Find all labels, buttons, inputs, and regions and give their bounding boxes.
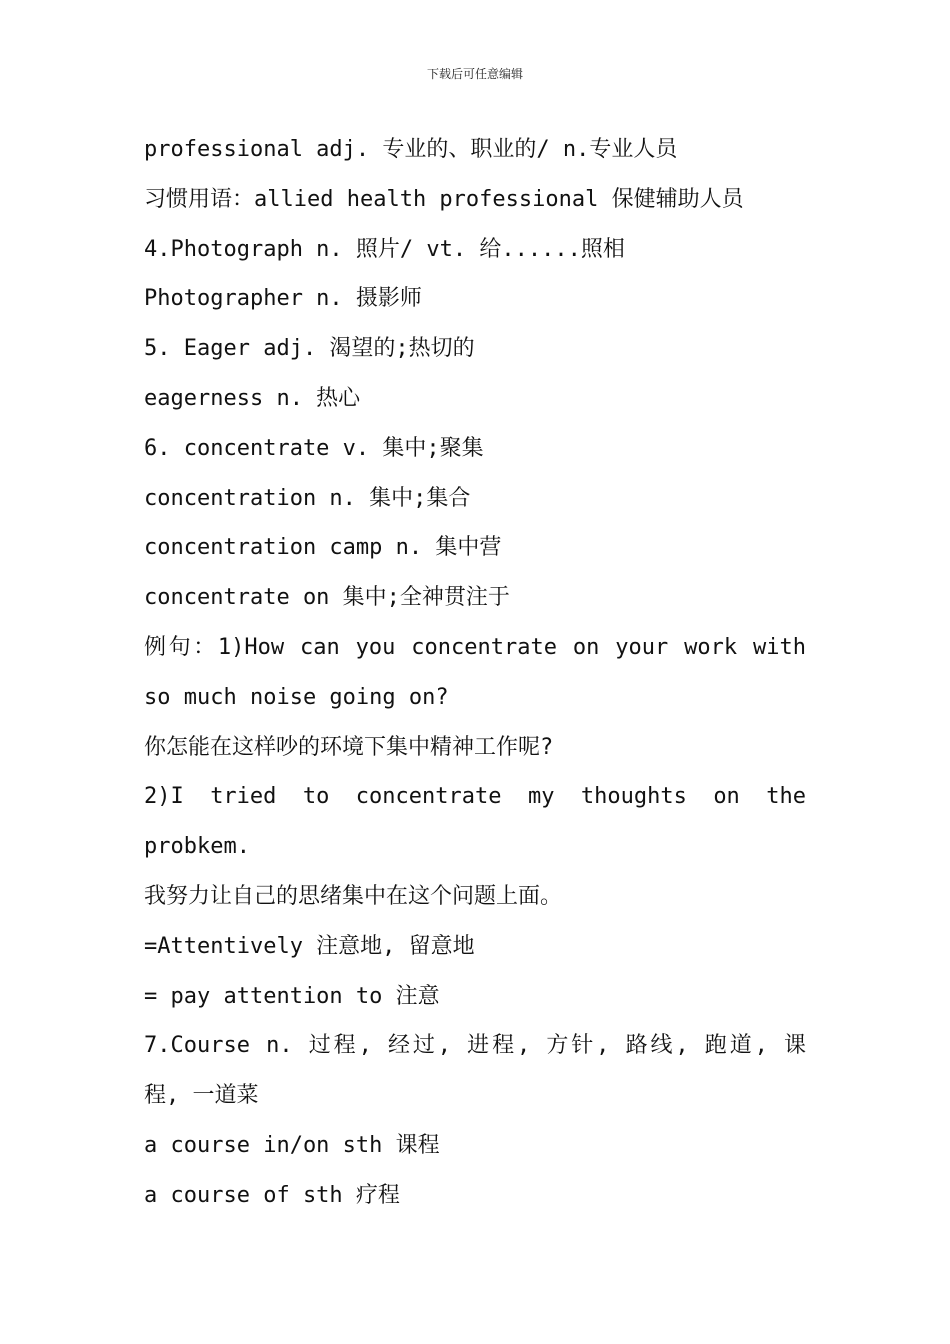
text-line: a course in/on sth 课程	[144, 1132, 440, 1158]
text-line: probkem.	[144, 834, 250, 860]
text-line: 5. Eager adj. 渴望的;热切的	[144, 336, 475, 362]
text-line: concentration camp n. 集中营	[144, 535, 502, 561]
text-line: 程, 一道菜	[144, 1083, 259, 1109]
text-line: =Attentively 注意地, 留意地	[144, 933, 475, 959]
text-line: eagerness n. 热心	[144, 385, 361, 411]
text-line: 习惯用语：allied health professional 保健辅助人员	[144, 186, 744, 212]
text-line: 例句：1)How can you concentrate on your work with	[144, 634, 806, 660]
text-line: 2)I tried to concentrate my thoughts on the	[144, 784, 806, 810]
text-line: = pay attention to 注意	[144, 983, 440, 1009]
text-line: 我努力让自己的思绪集中在这个问题上面。	[144, 883, 563, 909]
page-header: 下载后可任意编辑	[426, 67, 523, 81]
text-line: 7.Course n. 过程, 经过, 进程, 方针, 路线, 跑道, 课	[144, 1033, 806, 1059]
text-line: 你怎能在这样吵的环境下集中精神工作呢?	[144, 734, 554, 760]
document-body	[144, 125, 806, 1221]
text-line: 6. concentrate v. 集中;聚集	[144, 435, 484, 461]
text-line: so much noise going on?	[144, 684, 449, 710]
text-line: Photographer n. 摄影师	[144, 286, 422, 312]
text-line: concentrate on 集中;全神贯注于	[144, 585, 510, 611]
text-line: professional adj. 专业的、职业的/ n.专业人员	[144, 137, 678, 162]
text-line: concentration n. 集中;集合	[144, 485, 471, 511]
text-line: 4.Photograph n. 照片/ vt. 给......照相	[144, 236, 625, 262]
text-line: a course of sth 疗程	[144, 1182, 400, 1208]
